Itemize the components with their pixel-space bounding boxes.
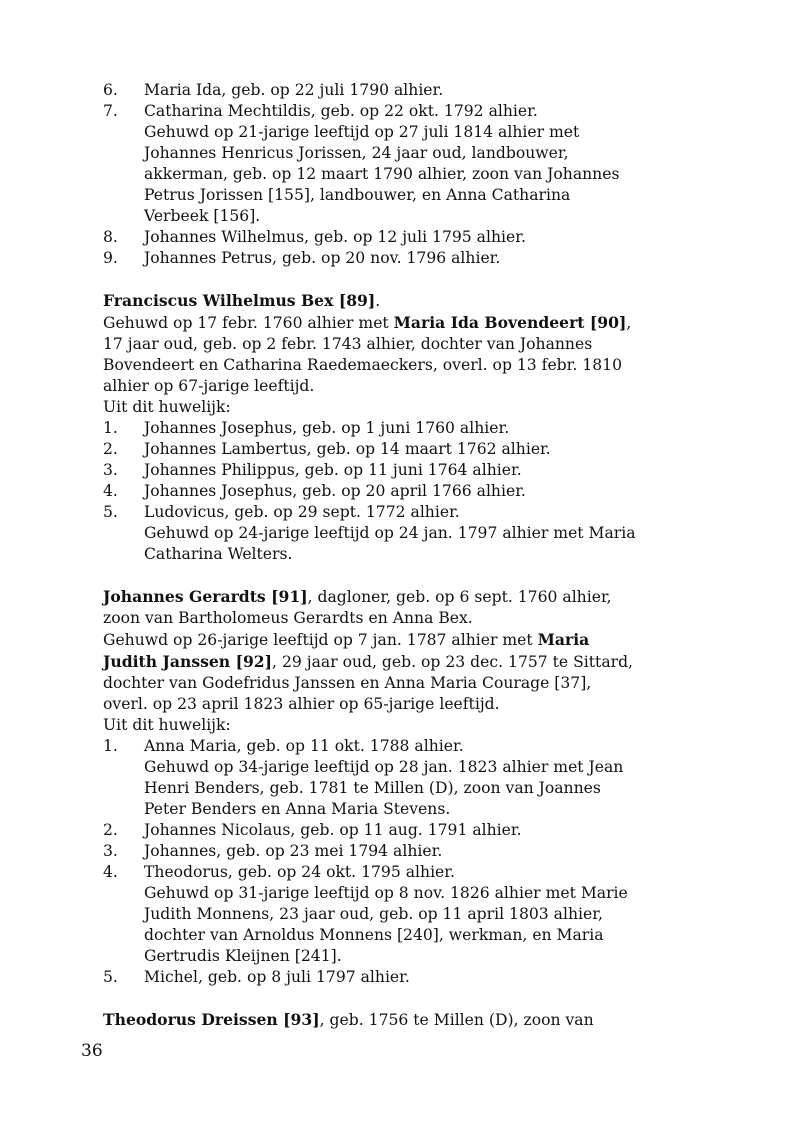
list-text: Johannes Nicolaus, geb. op 11 aug. 1791 alhier. <box>144 821 522 839</box>
person-name: Franciscus Wilhelmus Bex [89] <box>103 291 376 310</box>
list-number: 3. <box>103 842 118 860</box>
children-intro: Uit dit huwelijk: <box>103 398 231 416</box>
list-number: 5. <box>103 503 118 521</box>
marriage-text-end: , <box>626 314 632 332</box>
list-text: Anna Maria, geb. op 11 okt. 1788 alhier. <box>144 737 464 755</box>
children-intro: Uit dit huwelijk: <box>103 716 231 734</box>
entry-text: 17 jaar oud, geb. op 2 febr. 1743 alhier, dochter van Johannes <box>103 335 593 353</box>
entry-text: zoon van Bartholomeus Gerardts en Anna Bex. <box>103 609 473 627</box>
marriage-line <box>103 629 703 651</box>
marriage-text: Gehuwd op 17 febr. 1760 alhier met <box>103 314 394 332</box>
person-name: Theodorus Dreissen [93] <box>103 1010 320 1029</box>
list-item <box>103 967 703 988</box>
list-number: 7. <box>103 102 118 120</box>
heading-end: . <box>375 292 381 310</box>
page-number: 36 <box>81 1041 103 1061</box>
list-number: 2. <box>103 440 118 458</box>
genealogy-entry-dreissen <box>103 1009 703 1031</box>
entry-heading <box>103 586 703 608</box>
list-item <box>103 439 703 460</box>
genealogy-entry-bex <box>103 290 703 565</box>
list-text: Catharina Welters. <box>144 545 293 563</box>
list-text: Gertrudis Kleijnen [241]. <box>144 947 342 965</box>
list-number: 1. <box>103 419 118 437</box>
list-text: dochter van Arnoldus Monnens [240], werkman, en Maria <box>144 926 604 944</box>
marriage-text: Gehuwd op 26-jarige leeftijd op 7 jan. 1787 alhier met <box>103 631 538 649</box>
list-text: Johannes Josephus, geb. op 20 april 1766 alhier. <box>144 482 526 500</box>
list-number: 4. <box>103 482 118 500</box>
genealogy-entry-gerardts <box>103 586 703 988</box>
list-item <box>103 736 703 820</box>
list-item <box>103 820 703 841</box>
list-item <box>103 862 703 967</box>
list-text: Catharina Mechtildis, geb. op 22 okt. 1792 alhier. <box>144 102 538 120</box>
list-text: Gehuwd op 34-jarige leeftijd op 28 jan. 1823 alhier met Jean <box>144 758 624 776</box>
list-item <box>103 418 703 439</box>
entry-text: overl. op 23 april 1823 alhier op 65-jarige leeftijd. <box>103 695 500 713</box>
list-text: Ludovicus, geb. op 29 sept. 1772 alhier. <box>144 503 460 521</box>
list-number: 3. <box>103 461 118 479</box>
list-number: 9. <box>103 249 118 267</box>
list-text: Johannes Petrus, geb. op 20 nov. 1796 alhier. <box>144 249 501 267</box>
spouse-name-rest: Judith Janssen [92] <box>103 652 273 671</box>
entry-text: dochter van Godefridus Janssen en Anna Maria Courage [37], <box>103 674 592 692</box>
list-item <box>103 841 703 862</box>
spouse-name-first: Maria <box>537 630 590 649</box>
person-name: Johannes Gerardts [91] <box>103 587 308 606</box>
list-text: Johannes, geb. op 23 mei 1794 alhier. <box>144 842 443 860</box>
marriage-text: , 29 jaar oud, geb. op 23 dec. 1757 te Sittard, <box>272 653 634 671</box>
list-item <box>103 502 703 565</box>
list-text: Gehuwd op 31-jarige leeftijd op 8 nov. 1826 alhier met Marie <box>144 884 628 902</box>
list-item <box>103 248 703 269</box>
heading-rest: , dagloner, geb. op 6 sept. 1760 alhier, <box>307 588 612 606</box>
list-text: Verbeek [156]. <box>144 207 261 225</box>
list-number: 8. <box>103 228 118 246</box>
list-item <box>103 460 703 481</box>
list-text: akkerman, geb. op 12 maart 1790 alhier, zoon van Johannes <box>144 165 620 183</box>
list-item <box>103 101 703 227</box>
list-item <box>103 227 703 248</box>
list-text: Johannes Lambertus, geb. op 14 maart 1762 alhier. <box>144 440 551 458</box>
list-number: 5. <box>103 968 118 986</box>
list-item <box>103 481 703 502</box>
entry-heading <box>103 290 703 312</box>
list-text: Gehuwd op 21-jarige leeftijd op 27 juli 1814 alhier met <box>144 123 580 141</box>
list-text: Henri Benders, geb. 1781 te Millen (D), zoon van Joannes <box>144 779 601 797</box>
entry-text: Bovendeert en Catharina Raedemaeckers, overl. op 13 febr. 1810 <box>103 356 623 374</box>
entry-text: alhier op 67-jarige leeftijd. <box>103 377 315 395</box>
list-text: Petrus Jorissen [155], landbouwer, en Anna Catharina <box>144 186 571 204</box>
list-text: Michel, geb. op 8 juli 1797 alhier. <box>144 968 410 986</box>
list-text: Gehuwd op 24-jarige leeftijd op 24 jan. 1797 alhier met Maria <box>144 524 636 542</box>
page-content <box>103 80 703 1031</box>
list-text: Maria Ida, geb. op 22 juli 1790 alhier. <box>144 81 444 99</box>
list-text: Theodorus, geb. op 24 okt. 1795 alhier. <box>144 863 455 881</box>
list-text: Peter Benders en Anna Maria Stevens. <box>144 800 451 818</box>
list-text: Johannes Philippus, geb. op 11 juni 1764 alhier. <box>144 461 522 479</box>
heading-rest: , geb. 1756 te Millen (D), zoon van <box>319 1011 594 1029</box>
list-item <box>103 80 703 101</box>
marriage-line <box>103 651 703 673</box>
list-number: 2. <box>103 821 118 839</box>
continued-children-list <box>103 80 703 269</box>
marriage-line <box>103 312 703 334</box>
list-text: Johannes Henricus Jorissen, 24 jaar oud, landbouwer, <box>144 144 569 162</box>
list-number: 6. <box>103 81 118 99</box>
entry-heading <box>103 1009 703 1031</box>
list-text: Judith Monnens, 23 jaar oud, geb. op 11 april 1803 alhier, <box>144 905 603 923</box>
list-text: Johannes Josephus, geb. op 1 juni 1760 alhier. <box>144 419 510 437</box>
spouse-name: Maria Ida Bovendeert [90] <box>393 313 627 332</box>
list-text: Johannes Wilhelmus, geb. op 12 juli 1795 alhier. <box>144 228 526 246</box>
list-number: 4. <box>103 863 118 881</box>
list-number: 1. <box>103 737 118 755</box>
